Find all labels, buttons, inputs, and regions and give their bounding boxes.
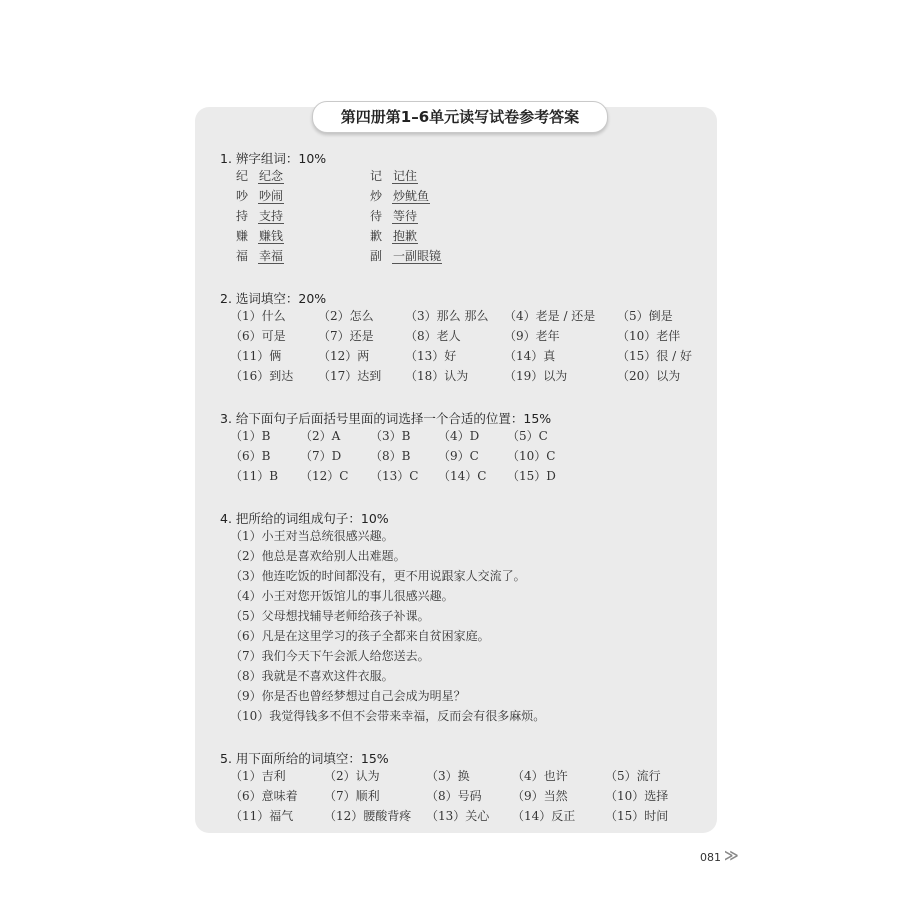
answer-item: （4）D — [438, 429, 480, 443]
answer-item: （11）俩 — [230, 349, 282, 363]
section-3-heading: 3. 给下面句子后面括号里面的词选择一个合适的位置：15% — [220, 411, 552, 426]
answer-item: （15）很 / 好 — [617, 349, 692, 363]
answer-item: （6）可是 — [230, 329, 286, 343]
answer-item: （8）号码 — [426, 789, 482, 803]
answer-item: （7）顺利 — [324, 789, 380, 803]
answer-item: （5）流行 — [605, 769, 661, 783]
answer-item: （3）那么 那么 — [405, 309, 489, 323]
answer-item: （2）怎么 — [318, 309, 374, 323]
pair-row: 赚 赚钱 — [236, 229, 284, 243]
answer-item: （10）C — [507, 449, 556, 463]
sentence-line: （10）我觉得钱多不但不会带来幸福，反而会有很多麻烦。 — [230, 709, 546, 723]
answer-item: （14）真 — [504, 349, 556, 363]
answer-item: （1）B — [230, 429, 271, 443]
answer-item: （13）关心 — [426, 809, 490, 823]
answer-item: （20）以为 — [617, 369, 681, 383]
pair-row: 记 记住 — [370, 169, 418, 183]
answer-item: （5）倒是 — [617, 309, 673, 323]
answer-item: （18）认为 — [405, 369, 469, 383]
answer-item: （2）认为 — [324, 769, 380, 783]
answer-item: （9）老年 — [504, 329, 560, 343]
answer-item: （3）换 — [426, 769, 470, 783]
section-4-heading: 4. 把所给的词组成句子：10% — [220, 511, 389, 526]
answer-item: （5）C — [507, 429, 548, 443]
answer-item: （12）两 — [318, 349, 370, 363]
double-chevron-right-icon: ≫ — [724, 848, 735, 864]
sentence-line: （6）凡是在这里学习的孩子全都来自贫困家庭。 — [230, 629, 490, 643]
section-2-heading: 2. 选词填空：20% — [220, 291, 327, 306]
section-5-heading: 5. 用下面所给的词填空：15% — [220, 751, 389, 766]
answer-item: （13）好 — [405, 349, 457, 363]
answer-item: （10）老伴 — [617, 329, 681, 343]
answer-item: （7）D — [300, 449, 342, 463]
answer-item: （9）当然 — [512, 789, 568, 803]
answer-item: （3）B — [370, 429, 411, 443]
sentence-line: （4）小王对您开饭馆儿的事儿很感兴趣。 — [230, 589, 454, 603]
answer-item: （15）D — [507, 469, 556, 483]
page-number: 081 — [700, 851, 721, 864]
pair-row: 纪 纪念 — [236, 169, 284, 183]
pair-row: 炒 炒鱿鱼 — [370, 189, 430, 203]
answer-item: （17）达到 — [318, 369, 382, 383]
answer-item: （7）还是 — [318, 329, 374, 343]
answer-item: （11）福气 — [230, 809, 294, 823]
answer-item: （2）A — [300, 429, 341, 443]
pair-row: 副 一副眼镜 — [370, 249, 442, 263]
answer-item: （14）C — [438, 469, 487, 483]
answer-item: （11）B — [230, 469, 279, 483]
sentence-line: （8）我就是不喜欢这件衣服。 — [230, 669, 394, 683]
answer-item: （14）反正 — [512, 809, 576, 823]
sentence-line: （9）你是否也曾经梦想过自己会成为明星？ — [230, 689, 466, 703]
answer-item: （6）B — [230, 449, 271, 463]
pair-row: 待 等待 — [370, 209, 418, 223]
sentence-line: （1）小王对当总统很感兴趣。 — [230, 529, 394, 543]
answer-item: （19）以为 — [504, 369, 568, 383]
answer-item: （16）到达 — [230, 369, 294, 383]
answer-item: （13）C — [370, 469, 419, 483]
pair-row: 吵 吵闹 — [236, 189, 284, 203]
pair-row: 福 幸福 — [236, 249, 284, 263]
page-title: 第四册第1–6单元读写试卷参考答案 — [312, 101, 608, 133]
answer-item: （12）C — [300, 469, 349, 483]
section-1-heading: 1. 辨字组词：10% — [220, 151, 327, 166]
answer-item: （8）老人 — [405, 329, 461, 343]
sentence-line: （7）我们今天下午会派人给您送去。 — [230, 649, 430, 663]
sentence-line: （2）他总是喜欢给别人出难题。 — [230, 549, 406, 563]
answer-item: （1）什么 — [230, 309, 286, 323]
answer-item: （8）B — [370, 449, 411, 463]
answer-item: （4）老是 / 还是 — [504, 309, 596, 323]
answer-item: （15）时间 — [605, 809, 669, 823]
answer-item: （10）选择 — [605, 789, 669, 803]
pair-row: 持 支持 — [236, 209, 284, 223]
answer-item: （12）腰酸背疼 — [324, 809, 412, 823]
sentence-line: （5）父母想找辅导老师给孩子补课。 — [230, 609, 430, 623]
answer-item: （9）C — [438, 449, 479, 463]
pair-row: 歉 抱歉 — [370, 229, 418, 243]
answer-item: （1）吉利 — [230, 769, 286, 783]
sentence-line: （3）他连吃饭的时间都没有，更不用说跟家人交流了。 — [230, 569, 526, 583]
answer-item: （6）意味着 — [230, 789, 298, 803]
answer-item: （4）也许 — [512, 769, 568, 783]
